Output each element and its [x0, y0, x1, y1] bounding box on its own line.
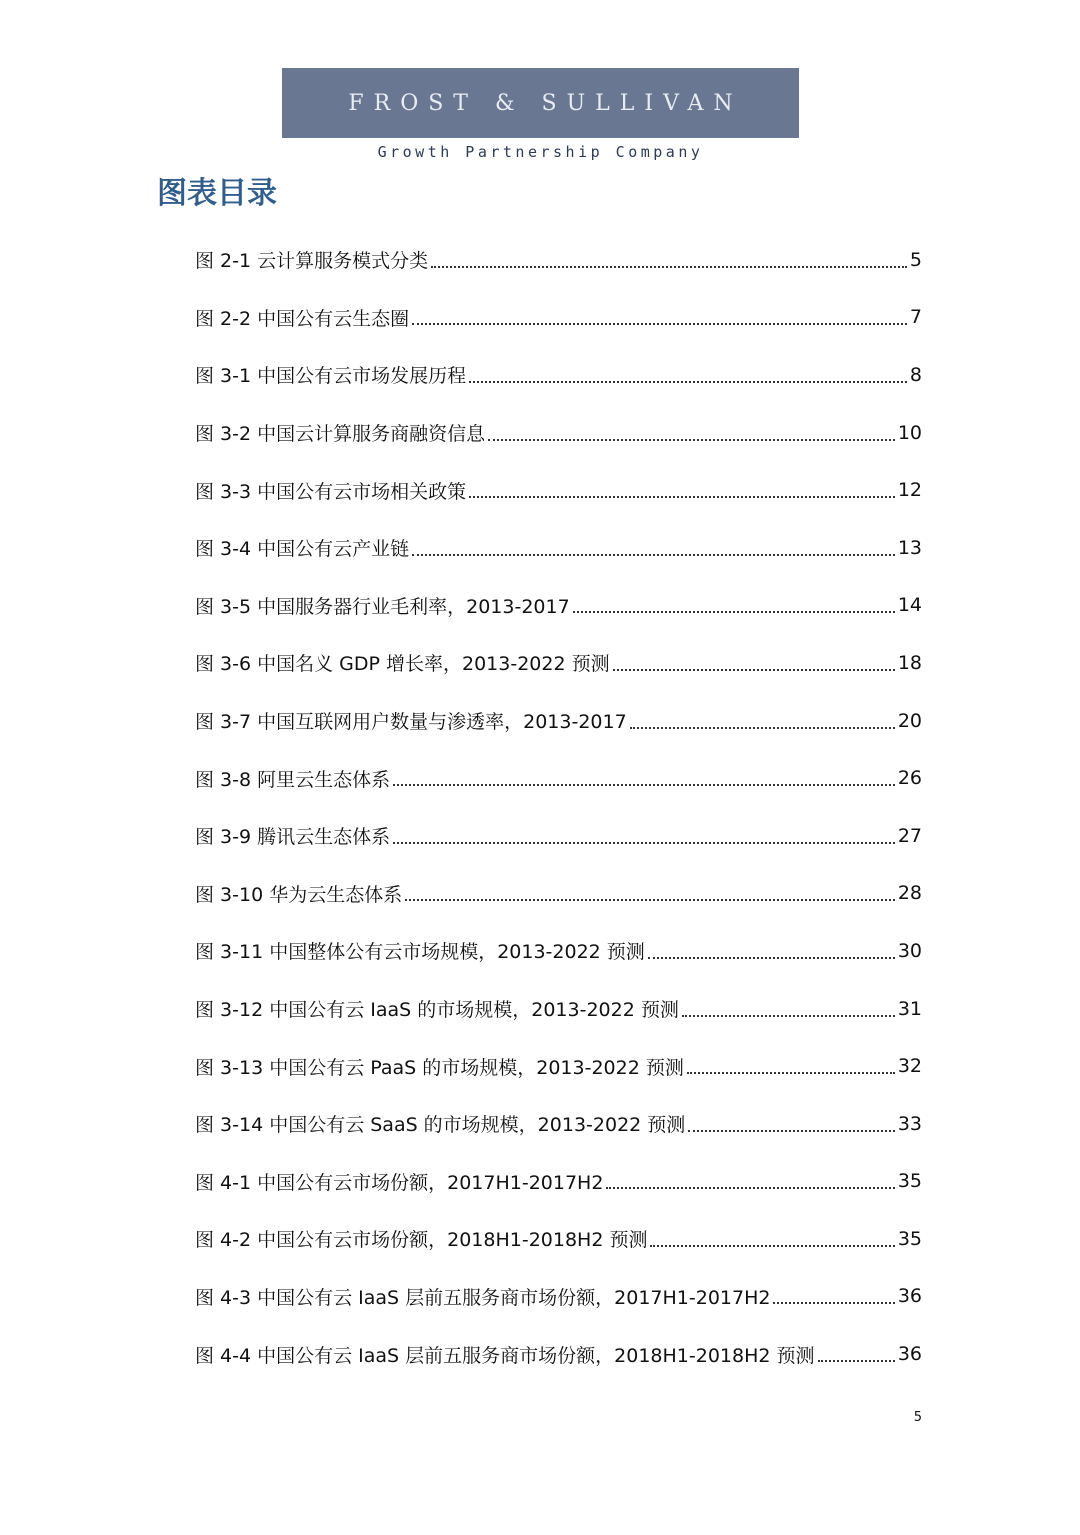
- toc-entry-page: 10: [897, 421, 922, 444]
- toc-entry-page: 20: [897, 709, 922, 732]
- toc-entry-label: 图 3-13 中国公有云 PaaS 的市场规模，2013-2022 预测: [195, 1056, 684, 1079]
- toc-dot-leader: [393, 842, 895, 844]
- toc-entry-page: 36: [897, 1343, 922, 1366]
- toc-entry[interactable]: [195, 865, 922, 923]
- toc-dot-leader: [606, 1187, 894, 1189]
- toc-dot-leader: [650, 1245, 894, 1247]
- toc-entry[interactable]: [195, 1210, 922, 1268]
- toc-entry-page: 26: [897, 767, 922, 790]
- toc-entry-label: 图 3-5 中国服务器行业毛利率，2013-2017: [195, 595, 570, 618]
- toc-entry[interactable]: [195, 807, 922, 865]
- toc-entry-page: 18: [897, 651, 922, 674]
- toc-entry-page: 5: [909, 248, 922, 271]
- toc-dot-leader: [573, 611, 895, 613]
- toc-entry-label: 图 4-4 中国公有云 IaaS 层前五服务商市场份额，2018H1-2018H2 预测: [195, 1344, 815, 1367]
- toc-entry-page: 31: [897, 997, 922, 1020]
- toc-dot-leader: [488, 439, 895, 441]
- toc-dot-leader: [648, 957, 895, 959]
- toc-entry[interactable]: [195, 461, 922, 519]
- toc-entry[interactable]: [195, 1325, 922, 1383]
- toc-entry-label: 图 3-3 中国公有云市场相关政策: [195, 480, 467, 503]
- toc-dot-leader: [405, 899, 895, 901]
- toc-entry[interactable]: [195, 1037, 922, 1095]
- toc-title: 图表目录: [157, 176, 277, 211]
- toc-entry-page: 35: [897, 1227, 922, 1250]
- toc-entry[interactable]: [195, 749, 922, 807]
- toc-entry[interactable]: [195, 346, 922, 404]
- toc-entry-label: 图 2-2 中国公有云生态圈: [195, 307, 410, 330]
- toc-entry-label: 图 3-11 中国整体公有云市场规模，2013-2022 预测: [195, 941, 645, 964]
- toc-dot-leader: [613, 669, 895, 671]
- toc-entry[interactable]: [195, 404, 922, 462]
- toc-entry-label: 图 2-1 云计算服务模式分类: [195, 250, 429, 273]
- toc-dot-leader: [630, 727, 895, 729]
- toc-entry-label: 图 3-7 中国互联网用户数量与渗透率，2013-2017: [195, 711, 627, 734]
- toc-entry-page: 7: [909, 306, 922, 329]
- toc-dot-leader: [688, 1130, 895, 1132]
- brand-tagline: Growth Partnership Company: [377, 143, 704, 161]
- toc-entry[interactable]: [195, 231, 922, 289]
- toc-dot-leader: [469, 381, 907, 383]
- toc-entry-page: 14: [897, 594, 922, 617]
- toc-entry-label: 图 3-10 华为云生态体系: [195, 883, 403, 906]
- toc-entry-label: 图 3-1 中国公有云市场发展历程: [195, 365, 467, 388]
- toc-entry[interactable]: [195, 1095, 922, 1153]
- toc-dot-leader: [682, 1015, 895, 1017]
- toc-dot-leader: [393, 784, 895, 786]
- toc-entry-page: 30: [897, 939, 922, 962]
- toc-entry-label: 图 3-12 中国公有云 IaaS 的市场规模，2013-2022 预测: [195, 999, 679, 1022]
- brand-logo: [282, 68, 799, 138]
- toc-dot-leader: [412, 323, 907, 325]
- toc-entry-page: 36: [897, 1285, 922, 1308]
- toc-entry-label: 图 3-14 中国公有云 SaaS 的市场规模，2013-2022 预测: [195, 1114, 686, 1137]
- toc-entry-page: 13: [897, 536, 922, 559]
- page-number: 5: [913, 1410, 922, 1425]
- toc-entry-label: 图 3-9 腾讯云生态体系: [195, 826, 391, 849]
- toc-entry[interactable]: [195, 634, 922, 692]
- toc-dot-leader: [773, 1302, 894, 1304]
- toc-entry[interactable]: [195, 980, 922, 1038]
- toc-list: [195, 231, 922, 1383]
- toc-entry-page: 28: [897, 882, 922, 905]
- toc-entry[interactable]: [195, 692, 922, 750]
- toc-entry[interactable]: [195, 922, 922, 980]
- toc-entry-label: 图 3-6 中国名义 GDP 增长率，2013-2022 预测: [195, 653, 610, 676]
- toc-entry[interactable]: [195, 1153, 922, 1211]
- toc-entry-label: 图 3-2 中国云计算服务商融资信息: [195, 423, 486, 446]
- toc-entry-label: 图 4-1 中国公有云市场份额，2017H1-2017H2: [195, 1171, 604, 1194]
- toc-dot-leader: [469, 496, 895, 498]
- toc-entry-label: 图 4-2 中国公有云市场份额，2018H1-2018H2 预测: [195, 1229, 648, 1252]
- toc-dot-leader: [431, 266, 907, 268]
- toc-entry-page: 33: [897, 1112, 922, 1135]
- toc-dot-leader: [818, 1360, 895, 1362]
- toc-entry[interactable]: [195, 289, 922, 347]
- toc-entry[interactable]: [195, 519, 922, 577]
- toc-dot-leader: [412, 554, 895, 556]
- brand-name: FROST & SULLIVAN: [348, 90, 743, 116]
- toc-entry-page: 35: [897, 1170, 922, 1193]
- toc-dot-leader: [687, 1072, 895, 1074]
- toc-entry-page: 8: [909, 363, 922, 386]
- toc-entry[interactable]: [195, 577, 922, 635]
- toc-entry-page: 27: [897, 824, 922, 847]
- toc-entry-page: 12: [897, 479, 922, 502]
- toc-entry-label: 图 3-4 中国公有云产业链: [195, 538, 410, 561]
- toc-entry[interactable]: [195, 1268, 922, 1326]
- toc-entry-label: 图 3-8 阿里云生态体系: [195, 768, 391, 791]
- toc-entry-label: 图 4-3 中国公有云 IaaS 层前五服务商市场份额，2017H1-2017H2: [195, 1286, 771, 1309]
- toc-entry-page: 32: [897, 1055, 922, 1078]
